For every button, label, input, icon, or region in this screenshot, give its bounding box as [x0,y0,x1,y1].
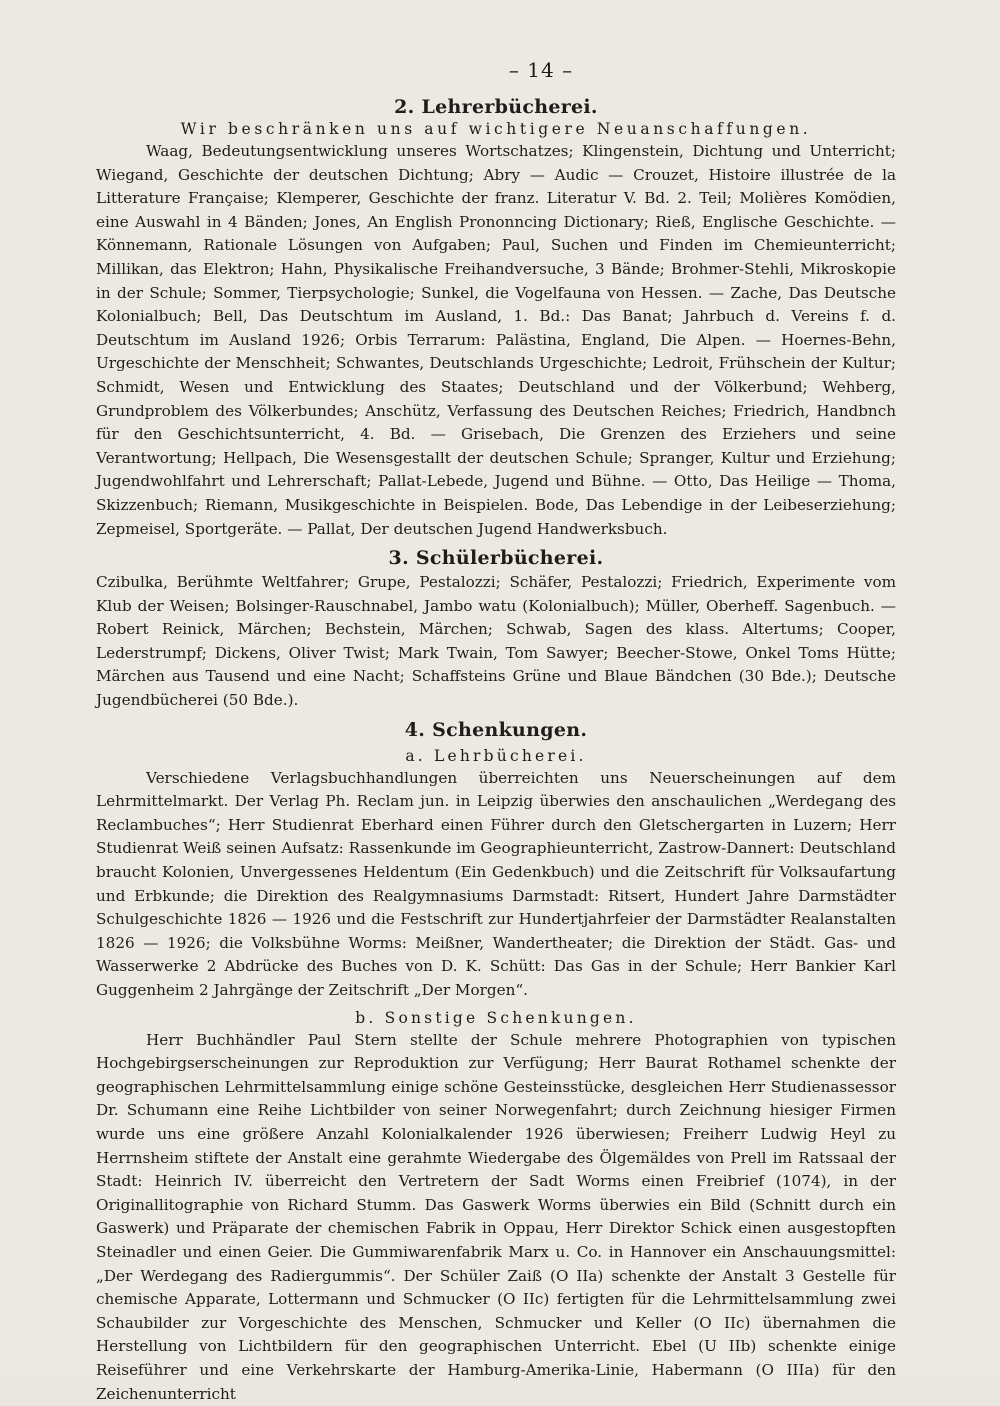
subtitle-neuanschaffungen: Wir beschränken uns auf wichtigere Neuanschaffungen. [180,120,812,138]
heading-schuelerbuecherei: 3. Schülerbücherei. [388,547,604,570]
subheading-sonstige-schenkungen: b. Sonstige Schenkungen. [355,1008,637,1027]
heading-schenkungen: 4. Schenkungen. [404,718,588,741]
heading-lehrerbuecherei: 2. Lehrerbücherei. [394,96,598,118]
paragraph-schuelerbuecherei: Czibulka, Berühmte Weltfahrer; Grupe, Pestalozzi; Schäfer, Pestalozzi; Friedrich, Experimente vom Klub der Weisen; Bolsinger-Rauschnabel, Jambo watu (Kolonialbuch); Müller, Oberheff. Sagenbuch. — Robert Reinick, Märchen; Bechstein, Märchen; Schwab, Sagen des klass. Altertums; Cooper, Lederstrumpf; Dickens, Oliver Twist; Mark Twain, Tom Sawyer; Beecher-Stowe, Onkel Toms Hütte; Märchen aus Tausend und eine Nacht; Schaffsteins Grüne und Blaue Bändchen (30 Bde.); Deutsche Jugendbücherei (50 Bde.). [96,573,896,710]
paragraph-sonstige-schenkungen: Herr Buchhändler Paul Stern stellte der Schule mehrere Photographien von typischen Hochgebirgserscheinungen zur Reproduktion zur Verfügung; Herr Baurat Rothamel schenkte der geographischen Lehrmittelsammlung einige schöne Gesteinsstücke, desgleichen Herr Studienassessor Dr. Schumann eine Reihe Lichtbilder von seiner Norwegenfahrt; durch Zeichnung hiesiger Firmen wurde uns eine größere Anzahl Kolonialkalender 1926 überwiesen; Freiherr Ludwig Heyl zu Herrnsheim stiftete der Anstalt eine gerahmte Wiedergabe des Ölgemäldes von Prell im Ratssaal der Stadt: Heinrich IV. überreicht den Vertretern der Sadt Worms einen Freibrief (1074), in der Originallitographie von Richard Stumm. Das Gaswerk Worms überwies ein Bild (Schnitt durch ein Gaswerk) und Präparate der chemischen Fabrik in Oppau, Herr Direktor Schick einen ausgestopften Steinadler und einen Geier. Die Gummiwarenfabrik Marx u. Co. in Hannover ein Anschauungsmittel: „Der Werdegang des Radiergummis“. Der Schüler Zaiß (O IIa) schenkte der Anstalt 3 Gestelle für chemische Apparate, Lottermann und Schmucker (O IIc) fertigten für die Lehrmittelsammlung zwei Schaubilder zur Vorgeschichte des Menschen, Schmucker und Keller (O IIc) übernahmen die Herstellung von Lichtbildern für den geographischen Unterricht. Ebel (U IIb) schenkte einige Reiseführer und eine Verkehrskarte der Hamburg-Amerika-Linie, Habermann (O IIIa) für den Zeichenunterricht [96,1030,896,1403]
paragraph-lehrerbuecherei: Waag, Bedeutungsentwicklung unseres Wortschatzes; Klingenstein, Dichtung und Unterricht; Wiegand, Geschichte der deutschen Dichtung; Abry — Audic — Crouzet, Histoire illustrée de la Litterature Française; Klemperer, Geschichte der franz. Literatur V. Bd. 2. Teil; Molières Komödien, eine Auswahl in 4 Bänden; Jones, An English Prononncing Dictionary; Rieß, Englische Geschichte. — Könnemann, Rationale Lösungen von Aufgaben; Paul, Suchen und Finden im Chemieunterricht; Millikan, das Elektron; Hahn, Physikalische Freihandversuche, 3 Bände; Brohmer-Stehli, Mikroskopie in der Schule; Sommer, Tierpsychologie; Sunkel, die Vogelfauna von Hessen. — Zache, Das Deutsche Kolonialbuch; Bell, Das Deutschtum im Ausland, 1. Bd.: Das Banat; Jahrbuch d. Vereins f. d. Deutschtum im Ausland 1926; Orbis Terrarum: Palästina, England, Die Alpen. — Hoernes-Behn, Urgeschichte der Menschheit; Schwantes, Deutschlands Urgeschichte; Ledroit, Frühschein der Kultur; Schmidt, Wesen und Entwicklung des Staates; Deutschland und der Völkerbund; Wehberg, Grundproblem des Völkerbundes; Anschütz, Verfassung des Deutschen Reiches; Friedrich, Handbnch für den Geschichtsunterricht, 4. Bd. — Grisebach, Die Grenzen des Erziehers und seine Verantwortung; Hellpach, Die Wesensgestallt der deutschen Schule; Spranger, Kultur und Erziehung; Jugendwohlfahrt und Lehrerschaft; Pallat-Lebede, Jugend und Bühne. — Otto, Das Heilige — Thoma, Skizzenbuch; Riemann, Musikgeschichte in Beispielen. Bode, Das Lebendige in der Leibeserziehung; Zepmeisel, Sportgeräte. — Pallat, Der deutschen Jugend Handwerksbuch. [96,142,896,538]
page-content [96,58,896,1406]
paragraph-lehrbuecherei: Verschiedene Verlagsbuchhandlungen überreichten uns Neuerscheinungen auf dem Lehrmittelmarkt. Der Verlag Ph. Reclam jun. in Leipzig überwies den anschaulichen „Werdegang des Reclambuches“; Herr Studienrat Eberhard einen Führer durch den Gletschergarten in Luzern; Herr Studienrat Weiß seinen Aufsatz: Rassenkunde im Geographieunterricht, Zastrow-Dannert: Deutschland braucht Kolonien, Unvergessenes Heldentum (Ein Gedenkbuch) und die Zeitschrift für Volksaufartung und Erbkunde; die Direktion des Realgymnasiums Darmstadt: Ritsert, Hundert Jahre Darmstädter Schulgeschichte 1826 — 1926 und die Festschrift zur Hundertjahrfeier der Darmstädter Realanstalten 1826 — 1926; die Volksbühne Worms: Meißner, Wandertheater; die Direktion der Städt. Gas- und Wasserwerke 2 Abdrücke des Buches von D. K. Schütt: Das Gas in der Schule; Herr Bankier Karl Guggenheim 2 Jahrgänge der Zeitschrift „Der Morgen“. [96,768,896,999]
page-number: – 14 – [508,58,574,82]
subheading-lehrbuecherei: a. Lehrbücherei. [405,746,587,765]
